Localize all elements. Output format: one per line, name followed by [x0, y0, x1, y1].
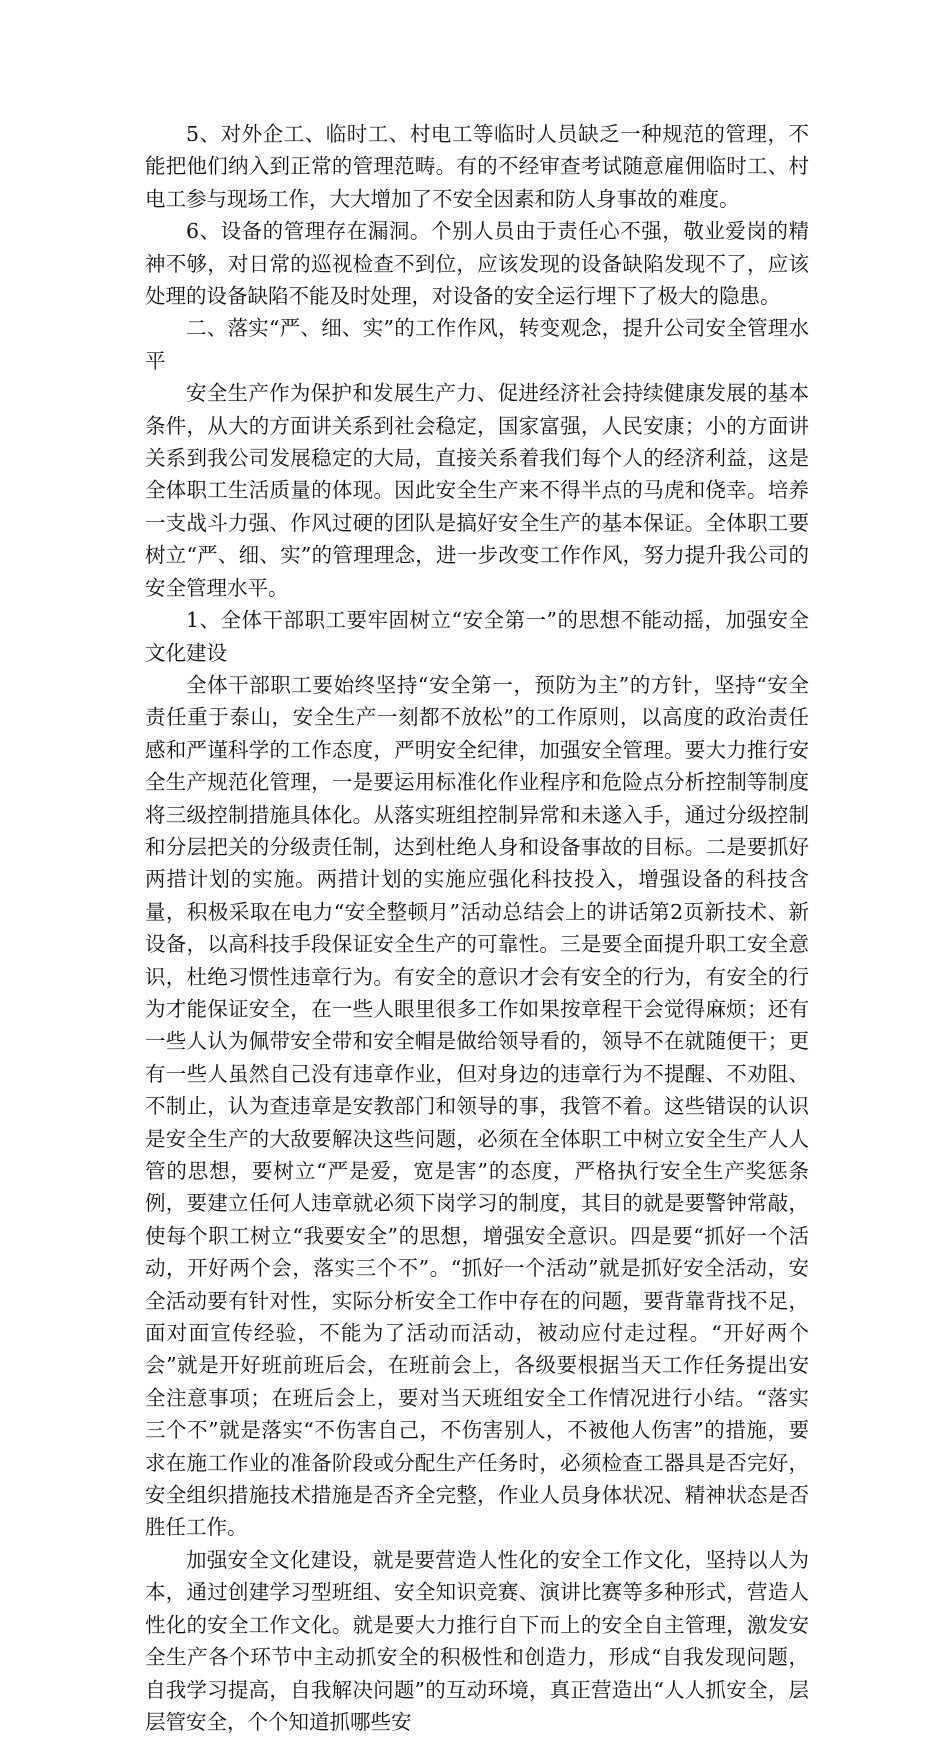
paragraph-item-6-equipment-management: 6、设备的管理存在漏洞。个别人员由于责任心不强，敬业爱岗的精神不够，对日常的巡视检查不到位，应该发现的设备缺陷发现不了，应该处理的设备缺陷不能及时处理，对设备的安全运行埋下了极大的隐患。	[145, 219, 809, 309]
paragraph-item-5-outsourced-workers: 5、对外企工、临时工、村电工等临时人员缺乏一种规范的管理，不能把他们纳入到正常的管理范畴。有的不经审查考试随意雇佣临时工、村电工参与现场工作，大大增加了不安全因素和防人身事故的难度。	[145, 122, 809, 211]
paragraph-safety-culture: 加强安全文化建设，就是要营造人性化的安全工作文化，坚持以人为本，通过创建学习型班组、安全知识竞赛、演讲比赛等多种形式，营造人性化的安全工作文化。就是要大力推行自下而上的安全自主管理，激发安全生产各个环节中主动抓安全的积极性和创造力，形成“自我发现问题，自我学习提高，自我解决问题”的互动环境，真正营造出“人人抓安全，层层管安全，个个知道抓哪些安	[145, 1547, 809, 1734]
document-body	[145, 118, 809, 1738]
paragraph-safety-principles: 全体干部职工要始终坚持“安全第一，预防为主”的方针，坚持“安全责任重于泰山，安全生产一刻都不放松”的工作原则，以高度的政治责任感和严谨科学的工作态度，严明安全纪律，加强安全管理。要大力推行安全生产规范化管理，一是要运用标准化作业程序和危险点分析控制等制度将三级控制措施具体化。从落实班组控制异常和未遂入手，通过分级控制和分层把关的分级责任制，达到杜绝人身和设备事故的目标。二是要抓好两措计划的实施。两措计划的实施应强化科技投入，增强设备的科技含量，积极采取在电力“安全整顿月”活动总结会上的讲话第2页新技术、新设备，以高科技手段保证安全生产的可靠性。三是要全面提升职工安全意识，杜绝习惯性违章行为。有安全的意识才会有安全的行为，有安全的行为才能保证安全，在一些人眼里很多工作如果按章程干会觉得麻烦；还有一些人认为佩带安全带和安全帽是做给领导看的，领导不在就随便干；更有一些人虽然自己没有违章作业，但对身边的违章行为不提醒、不劝阻、不制止，认为查违章是安教部门和领导的事，我管不着。这些错误的认识是安全生产的大敌要解决这些问题，必须在全体职工中树立安全生产人人管的思想，要树立“严是爱，宽是害”的态度，严格执行安全生产奖惩条例，要建立任何人违章就必须下岗学习的制度，其目的就是要警钟常敲，使每个职工树立“我要安全”的思想，增强安全意识。四是要“抓好一个活动，开好两个会，落实三个不”。“抓好一个活动”就是抓好安全活动，安全活动要有针对性，实际分析安全工作中存在的问题，要背靠背找不足，面对面宣传经验，不能为了活动而活动，被动应付走过程。“开好两个会”就是开好班前班后会，在班前会上，各级要根据当天工作任务提出安全注意事项；在班后会上，要对当天班组安全工作情况进行小结。“落实三个不”就是落实“不伤害自己，不伤害别人，不被他人伤害”的措施，要求在施工作业的准备阶段或分配生产任务时，必须检查工器具是否完好，安全组织措施技术措施是否齐全完整，作业人员身体状况、精神状态是否胜任工作。	[145, 672, 809, 1540]
paragraph-safety-production-intro: 安全生产作为保护和发展生产力、促进经济社会持续健康发展的基本条件，从大的方面讲关系到社会稳定，国家富强，人民安康；小的方面讲关系到我公司发展稳定的大局，直接关系着我们每个人的经济利益，这是全体职工生活质量的体现。因此安全生产来不得半点的马虎和侥幸。培养一支战斗力强、作风过硬的团队是搞好安全生产的基本保证。全体职工要树立“严、细、实”的管理理念，进一步改变工作作风，努力提升我公司的安全管理水平。	[145, 381, 809, 600]
section-heading-two: 二、落实“严、细、实”的工作作风，转变观念，提升公司安全管理水平	[145, 316, 809, 373]
subheading-safety-first: 1、全体干部职工要牢固树立“安全第一”的思想不能动摇，加强安全文化建设	[145, 608, 809, 665]
